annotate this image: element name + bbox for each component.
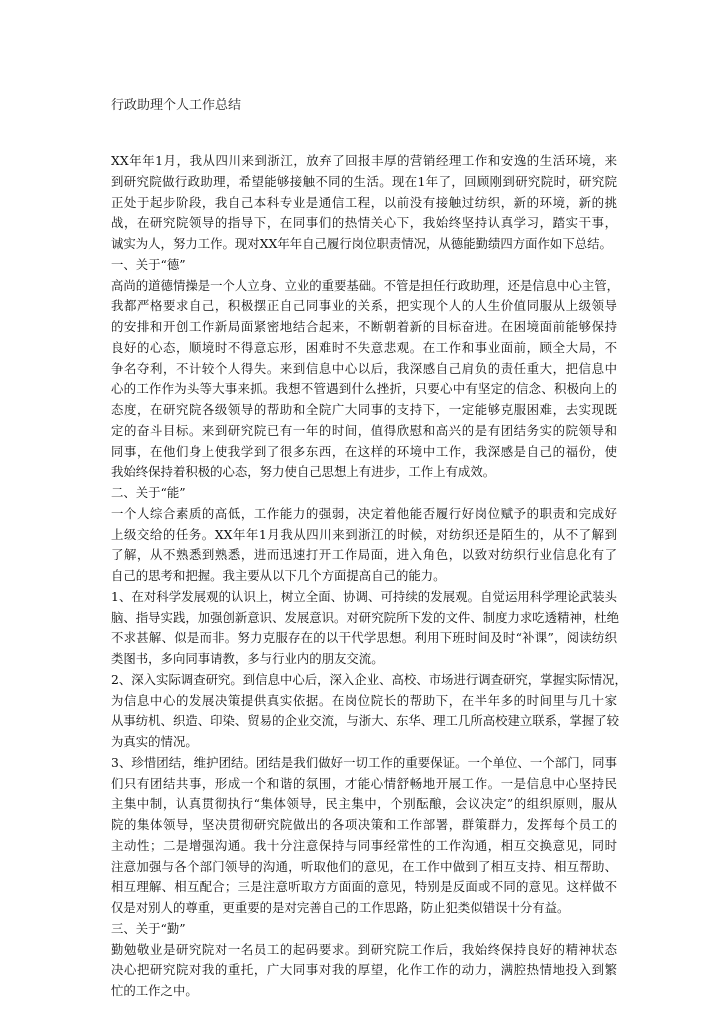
text-line: 同事，在他们身上使我学到了很多东西，在这样的环境中工作，我深感是自己的福份，使 (111, 443, 617, 459)
text-line: 战，在研究院领导的指导下，在同事们的热情关心下，我始终坚持认真学习，踏实干事， (111, 215, 617, 231)
neng-item-1 (111, 587, 620, 670)
text-line: 态度，在研究院各级领导的帮助和全院广大同事的支持下，一定能够克服困难，去实现既 (111, 402, 617, 417)
text-line: 脑、指导实践，加强创新意识、发展意识。对研究院所下发的文件、制度力求吃透精神，杜绝 (111, 609, 620, 625)
text-line: 3、珍惜团结，维护团结。团结是我们做好一切工作的重要保证。一个单位、一个部门，同事 (111, 754, 617, 770)
text-line: 心的工作作为头等大事来抓。我想不管遇到什么挫折，只要心中有坚定的信念、积极向上的 (111, 381, 617, 397)
text-line: 我都严格要求自己，积极摆正自己同事业的关系，把实现个人的人生价值同服从上级领导 (111, 298, 617, 314)
text-line: 三、关于“勤” (111, 920, 186, 936)
text-line: 高尚的道德情操是一个人立身、立业的重要基础。不管是担任行政助理，还是信息中心主管， (111, 277, 620, 293)
text-line: 们只有团结共事，形成一个和谐的氛围，才能心情舒畅地开展工作。一是信息中心坚持民 (111, 775, 617, 791)
text-line: 仅是对别人的尊重，更重要的是对完善自己的工作思路，防止犯类似错误十分有益。 (111, 900, 570, 915)
text-line: 为真实的情况。 (111, 734, 198, 749)
text-line: 勤勉敬业是研究院对一名员工的起码要求。到研究院工作后，我始终保持良好的精神状态 (111, 941, 617, 957)
text-line: 一、关于“德” (111, 256, 186, 272)
neng-paragraph (111, 504, 617, 587)
text-line: 良好的心态，顺境时不得意忘形，困难时不失意悲观。在工作和事业面前，顾全大局，不 (111, 339, 617, 355)
text-line: 类图书，多向同事请教，多与行业内的朋友交流。 (111, 651, 384, 666)
text-line: 不求甚解、似是而非。努力克服存在的以干代学思想。利用下班时间及时“补课”，阅读纺织 (111, 630, 617, 646)
de-paragraph (111, 276, 620, 484)
heading-de (111, 255, 617, 276)
text-line: 到研究院做行政助理，希望能够接触不同的生活。现在1年了，回顾刚到研究院时，研究院 (111, 173, 617, 189)
text-line: 的安排和开创工作新局面紧密地结合起来，不断朝着新的目标奋进。在困境面前能够保持 (111, 319, 617, 334)
text-line: 了解，从不熟悉到熟悉，进而迅速打开工作局面，进入角色，以致对纺织行业信息化有了 (111, 547, 617, 563)
text-line: 院的集体领导，坚决贯彻研究院做出的各项决策和工作部署，群策群力，发挥每个员工的 (111, 817, 617, 832)
text-line: 注意加强与各个部门领导的沟通，听取他们的意见，在工作中做到了相互支持、相互帮助、 (111, 858, 617, 874)
text-line: 我始终保持着积极的心态，努力使自己思想上有进步，工作上有成效。 (111, 464, 496, 480)
text-line: 相互理解、相互配合；三是注意听取方方面面的意见，特别是反面或不同的意见。这样做不 (111, 879, 617, 895)
intro-paragraph (111, 151, 617, 255)
text-line: 1、在对科学发展观的认识上，树立全面、协调、可持续的发展观。自觉运用科学理论武装头 (111, 588, 617, 604)
neng-item-3 (111, 753, 617, 919)
text-line: 自己的思考和把握。我主要从以下几个方面提高自己的能力。 (111, 568, 446, 583)
heading-qin (111, 919, 617, 940)
text-line: 决心把研究院对我的重托，广大同事对我的厚望，化作工作的动力，满腔热情地投入到繁 (111, 962, 617, 978)
text-line: 正处于起步阶段，我自己本科专业是通信工程，以前没有接触过纺织，新的环境，新的挑 (111, 194, 617, 210)
text-line: XX年年1月，我从四川来到浙江，放弃了回报丰厚的营销经理工作和安逸的生活环境，来 (111, 153, 617, 168)
text-line: 一个人综合素质的高低，工作能力的强弱，决定着他能否履行好岗位赋予的职责和完成好 (111, 505, 617, 521)
document-body (111, 151, 627, 1002)
text-line: 从事纺机、织造、印染、贸易的企业交流，与浙大、东华、理工几所高校建立联系，掌握了较 (111, 713, 620, 729)
text-line: 上级交给的任务。XX年年1月我从四川来到浙江的时候，对纺织还是陌生的，从不了解到 (111, 526, 617, 542)
text-line: 2、深入实际调查研究。到信息中心后，深入企业、高校、市场进行调查研究，掌握实际情况， (111, 671, 627, 687)
text-line: 忙的工作之中。 (111, 983, 198, 998)
heading-neng (111, 483, 617, 504)
text-line: 争名夺利，不计较个人得失。来到信息中心以后，我深感自己肩负的责任重大，把信息中 (111, 360, 617, 376)
neng-item-2 (111, 670, 627, 753)
text-line: 诚实为人，努力工作。现对XX年年自己履行岗位职责情况，从德能勤绩四方面作如下总结。 (111, 236, 612, 251)
text-line: 主动性；二是增强沟通。我十分注意保持与同事经常性的工作沟通，相互交换意见，同时 (111, 837, 617, 853)
qin-paragraph (111, 940, 617, 1002)
text-line: 二、关于“能” (111, 485, 186, 500)
text-line: 为信息中心的发展决策提供真实依据。在岗位院长的帮助下，在半年多的时间里与几十家 (111, 692, 617, 708)
text-line: 主集中制，认真贯彻执行“集体领导，民主集中，个别酝酿，会议决定”的组织原则，服从 (111, 796, 617, 812)
document-title: 行政助理个人工作总结 (111, 98, 242, 113)
text-line: 定的奋斗目标。来到研究院已有一年的时间，值得欣慰和高兴的是有团结务实的院领导和 (111, 422, 617, 438)
